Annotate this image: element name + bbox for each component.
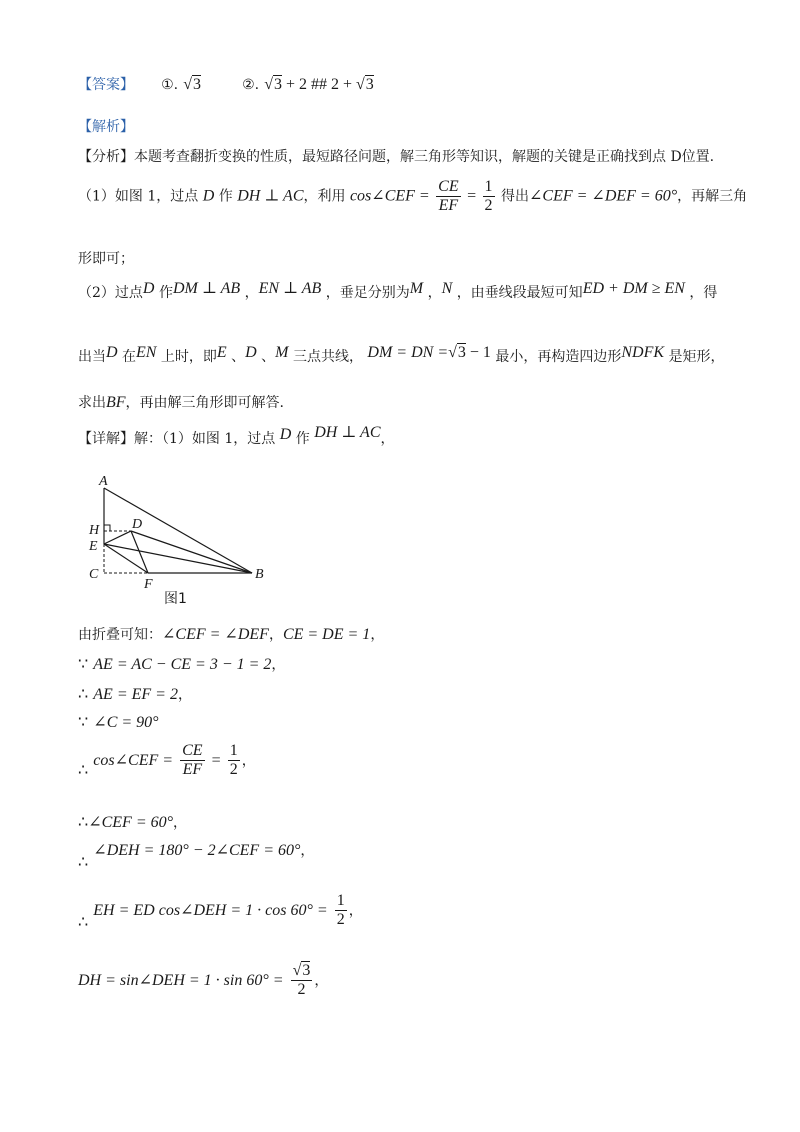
label-b: B (255, 567, 264, 582)
label-c: C (89, 567, 99, 582)
fenxi-paragraph (78, 146, 714, 166)
step2-line2: 出当D 在EN 上时，即E 、D 、M 三点共线， DM = DN =√3 − 1 最小，再构造四边形NDFK 是矩形， (78, 344, 725, 365)
fenxi-tag: 【分析】 (78, 149, 134, 165)
answer-num-1: ①. (161, 77, 179, 93)
solution-line-3: ∴ AE = EF = 2， (78, 686, 192, 703)
solution-line-9: DH = sin∠DEH = 1 · sin 60° = $\frac{√3}{2}$ ， (78, 962, 329, 998)
detail-line: 【详解】解：（1）如图 1，过点 D 作 DH ⊥ AC， (78, 424, 395, 447)
solution-line-6: ∴∠CEF = 60°， (78, 814, 188, 831)
geometry-figure (84, 472, 284, 606)
label-h: H (89, 523, 100, 538)
analysis-tag: 【解析】 (78, 119, 134, 135)
solution-line-8: ∴ EH = ED cos∠DEH = 1 · cos 60° = $\frac{1}{2}$ ， (78, 892, 363, 931)
answer-tag: 【答案】 (78, 77, 134, 93)
triangle-lines (104, 488, 252, 573)
label-d: D (132, 517, 143, 532)
figure-caption: 图1 (164, 591, 187, 606)
step1-line: （1）如图 1，过点 D 作 DH ⊥ AC，利用 cos∠CEF = $\frac{CE}{EF}$ = $\frac{1}{2}$ 得出∠CEF = ∠DEF = 60°，再解三角 (78, 178, 748, 214)
answer-line (78, 74, 374, 94)
solution-line-1: 由折叠可知：∠CEF = ∠DEF，CE = DE = 1， (78, 626, 385, 643)
solution-line-7: ∴ ∠DEH = 180° − 2∠CEF = 60°， (78, 842, 315, 871)
step1-line2: 形即可； (78, 251, 134, 267)
solution-line-4: ∵ ∠C = 90° (78, 714, 159, 731)
detail-tag: 【详解】 (78, 431, 134, 447)
label-f: F (144, 577, 153, 592)
solution-line-5: ∴ cos∠CEF = $\frac{CE}{EF}$ = $\frac{1}{2}$ ， (78, 742, 256, 779)
label-e: E (89, 539, 98, 554)
fenxi-text: 本题考查翻折变换的性质，最短路径问题，解三角形等知识，解题的关键是正确找到点 D位置. (134, 149, 715, 165)
answer-value-1: √3 (183, 76, 201, 93)
answer-num-2: ②. (242, 77, 260, 93)
fraction-ce-ef: $\frac{CE}{EF}$ (438, 178, 459, 214)
fraction-one-half: $\frac{1}{2}$ (484, 178, 493, 214)
step2-line1: （2）过点D 作DM ⊥ AB ，EN ⊥ AB ，垂足分别为M ，N ，由垂线段最短可知ED + DM ≥ EN ，得 (78, 280, 718, 301)
solution-line-2: ∵ AE = AC − CE = 3 − 1 = 2， (78, 656, 286, 673)
label-a: A (99, 474, 108, 489)
answer-value-2: √3 + 2 ## 2 + √3 (264, 76, 374, 93)
step2-line3: 求出BF，再由解三角形即可解答. (78, 394, 284, 411)
